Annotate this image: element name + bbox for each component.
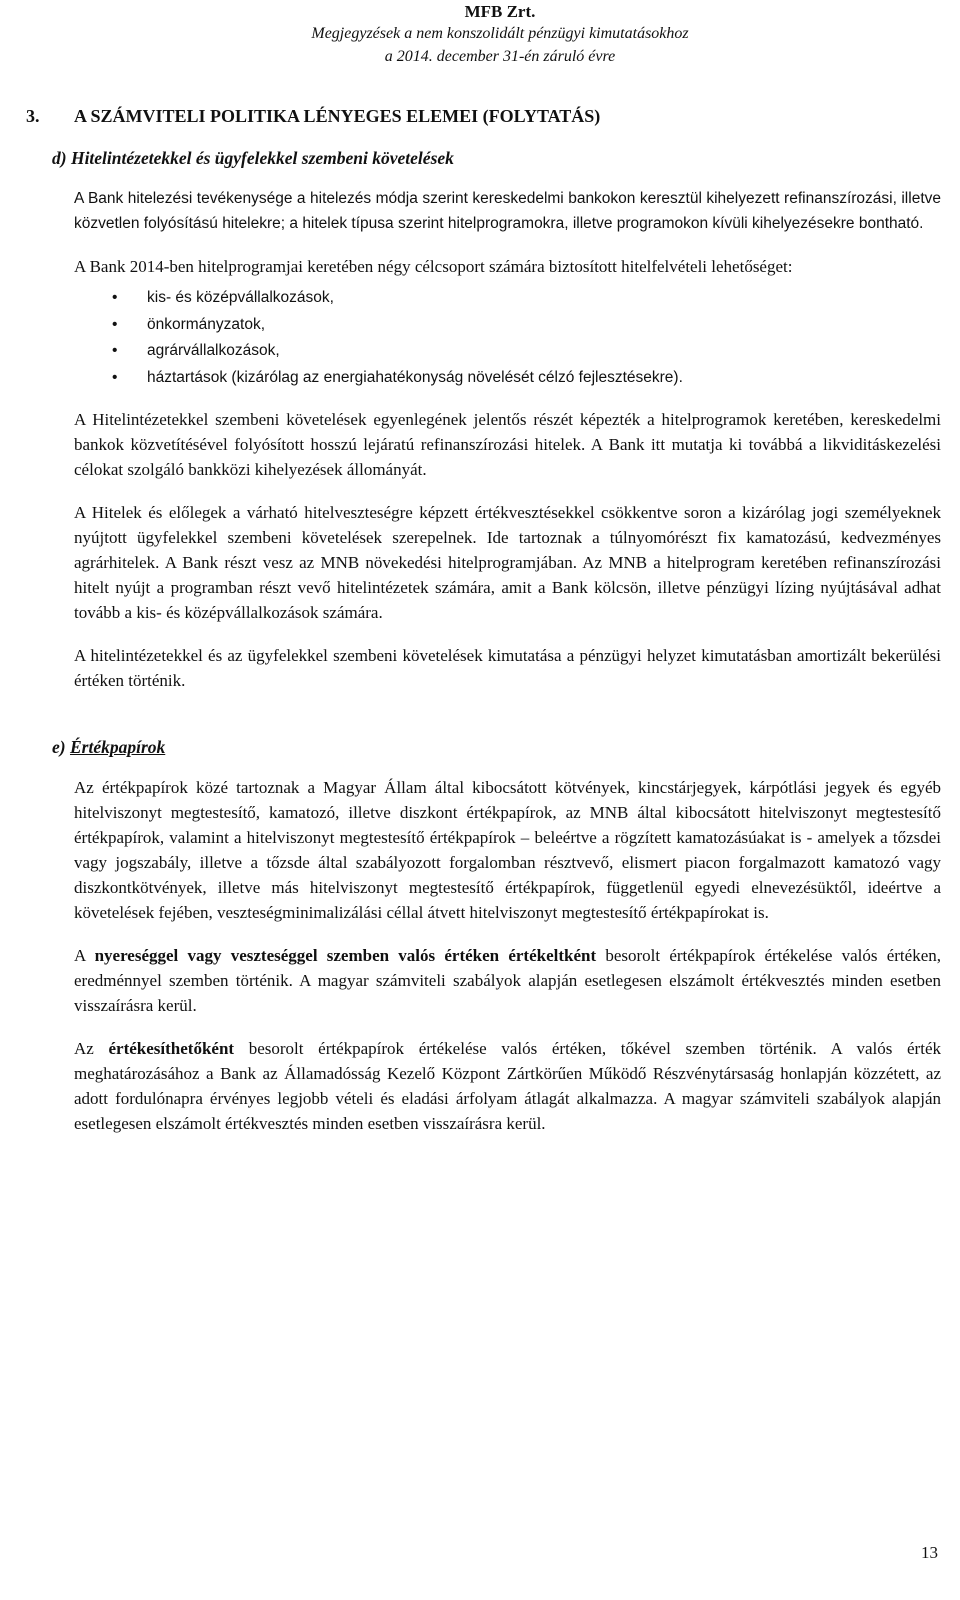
bullet-icon: • xyxy=(112,342,118,359)
subsection-d-paragraph-5: A hitelintézetekkel és az ügyfelekkel szembeni követelések kimutatása a pénzügyi helyzet kimutatásban amortizált bekerülési értéken történik. xyxy=(74,646,941,690)
target-group-list xyxy=(74,285,941,391)
subsection-e-title: Értékpapírok xyxy=(69,737,166,757)
subsection-d-title: Hitelintézetekkel és ügyfelekkel szembeni követelések xyxy=(70,148,454,168)
bullet-icon: • xyxy=(112,368,118,386)
list-item: • önkormányzatok, xyxy=(74,312,941,339)
header-company: MFB Zrt. xyxy=(464,2,536,21)
page-header xyxy=(0,2,960,68)
subsection-e-paragraph-3: Az értékesíthetőként besorolt értékpapírok értékelése valós értéken, tőkével szemben történik. A valós érték meghatározásához a Bank az Államadósság Kezelő Központ Zártkörűen Működő Részvénytársaság honlapján közzétett, az adott fordulónapra érvényes legjobb vételi és eladási árfolyam átlagát alkalmazza. A magyar számviteli szabályok alapján esetlegesen elszámolt értékvesztés minden esetben visszaírásra kerül. xyxy=(74,1039,941,1133)
section-heading xyxy=(26,104,600,128)
list-item: • háztartások (kizárólag az energiahatékonyság növelését célzó fejlesztésekre). xyxy=(74,365,941,392)
header-subtitle-line-1: Megjegyzések a nem konszolidált pénzügyi kimutatásokhoz xyxy=(311,25,689,42)
list-item: • kis- és középvállalkozások, xyxy=(74,285,941,312)
header-subtitle-line-2: a 2014. december 31-én záruló évre xyxy=(384,48,616,65)
subsection-d-paragraph-3: A Hitelintézetekkel szembeni követelések egyenlegének jelentős részét képezték a hitelprogramok keretében, kereskedelmi bankok közvetítésével folyósított hosszú lejáratú refinanszírozási hitelek. A Bank itt mutatja ki továbbá a likviditáskezelési célokat szolgáló bankközi kihelyezések állományát. xyxy=(74,410,941,479)
subsection-e-label: e) xyxy=(52,737,66,757)
term-fair-value-through-profit: nyereséggel vagy veszteséggel szemben valós értéken értékeltként xyxy=(94,946,597,965)
subsection-e-heading xyxy=(52,735,941,759)
subsection-d-paragraph-1: A Bank hitelezési tevékenysége a hitelezés módja szerint kereskedelmi bankokon keresztül kihelyezett refinanszírozási, illetve közvetlen folyósítású hitelekre; a hitelek típusa szerint hitelprogramokra, illetve programokon kívüli kihelyezésekre bontható. xyxy=(74,190,941,232)
subsection-d-paragraph-4: A Hitelek és előlegek a várható hitelveszteségre képzett értékvesztésekkel csökkentve soron a kizárólag jogi személyeknek nyújtott ügyfelekkel szembeni követelések szerepelnek. Ide tartoznak a túlnyomórészt fix kamatozású, kedvezményes agrárhitelek. A Bank részt vesz az MNB növekedési hitelprogramjában. Az MNB a hitelprogram keretében refinanszírozási hitelt nyújt a programban részt vevő hitelintézetek számára, amit a Bank kölcsön, illetve pénzügyi lízing nyújtásával adhat tovább a kis- és középvállalkozások számára. xyxy=(74,503,941,622)
subsection-d-paragraph-2: A Bank 2014-ben hitelprogramjai keretében négy célcsoport számára biztosított hitelfelvételi lehetőséget: xyxy=(74,257,793,276)
term-available-for-sale: értékesíthetőként xyxy=(108,1039,235,1058)
subsection-d-label: d) xyxy=(52,148,67,168)
section-title: A SZÁMVITELI POLITIKA LÉNYEGES ELEMEI (FOLYTATÁS) xyxy=(74,106,601,126)
section-number: 3. xyxy=(26,106,40,126)
bullet-icon: • xyxy=(112,289,118,306)
bullet-icon: • xyxy=(112,315,118,333)
subsection-e-paragraph-1: Az értékpapírok közé tartoznak a Magyar Állam által kibocsátott kötvények, kincstárjegyek, kárpótlási jegyek és egyéb hitelviszonyt megtestesítő, kamatozó, illetve diszkont értékpapírok, az MNB által kibocsátott hitelviszonyt megtestesítő értékpapírok, valamint a hitelviszonyt megtestesítő értékpapírok – beleértve a rögzített kamatozásúakat is - amelyek a tőzsdei vagy jogszabály, illetve a tőzsde által szabályozott forgalomban résztvevő, elismert piacon forgalmazott kamatozó vagy diszkontkötvények, illetve más hitelviszonyt megtestesítő értékpapírok, függetlenül egyedi elnevezésüktől, ideértve a követelések fejében, veszteségminimalizálási céllal átvett hitelviszonyt megtestesítő értékpapírokat is. xyxy=(74,778,941,922)
page-number: 13 xyxy=(921,1543,938,1562)
document-body xyxy=(52,146,941,1154)
list-item: • agrárvállalkozások, xyxy=(74,338,941,365)
subsection-d-heading xyxy=(52,146,941,170)
subsection-e-paragraph-2: A nyereséggel vagy veszteséggel szemben valós értéken értékeltként besorolt értékpapírok értékelése valós értéken, eredménnyel szemben történik. A magyar számviteli szabályok alapján esetlegesen elszámolt értékvesztés minden esetben visszaírásra kerül. xyxy=(74,946,941,1015)
